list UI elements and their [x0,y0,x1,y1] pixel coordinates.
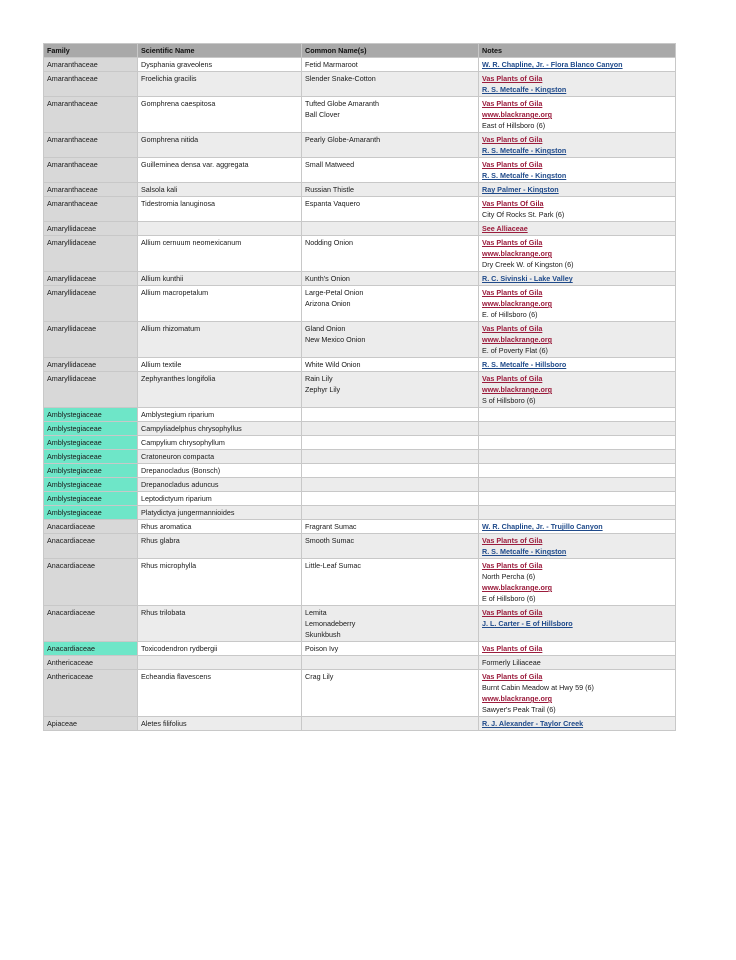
notes-cell [479,222,676,236]
notes-cell [479,133,676,158]
common-name: Skunkbush [305,630,341,639]
common-name-cell [302,58,479,72]
common-name: Little-Leaf Sumac [305,561,361,570]
table-row [44,272,676,286]
scientific-name-cell [138,656,302,670]
notes-cell [479,534,676,559]
notes-cell [479,464,676,478]
scientific-name-cell: Tidestromia lanuginosa [138,197,302,222]
notes-text: Dry Creek W. of Kingston (6) [482,260,574,269]
common-name: Gland Onion [305,324,346,333]
family-cell: Amaranthaceae [44,133,138,158]
common-name-cell [302,656,479,670]
notes-text: Formerly Liliaceae [482,658,541,667]
table-row [44,286,676,322]
notes-cell [479,436,676,450]
notes-cell [479,286,676,322]
family-cell: Amaranthaceae [44,72,138,97]
common-name-cell [302,158,479,183]
notes-cell [479,642,676,656]
notes-cell [479,606,676,642]
family-cell: Amaranthaceae [44,97,138,133]
table-row [44,464,676,478]
common-name-cell [302,506,479,520]
table-row [44,478,676,492]
notes-link[interactable]: Vas Plants of Gila [482,608,543,617]
notes-link[interactable]: www.blackrange.org [482,110,553,119]
table-row [44,236,676,272]
common-name: Crag Lily [305,672,334,681]
common-name-cell [302,222,479,236]
scientific-name-cell: Drepanocladus aduncus [138,478,302,492]
scientific-name-cell: Amblystegium riparium [138,408,302,422]
notes-link[interactable]: R. C. Sivinski - Lake Valley [482,274,573,283]
notes-cell [479,322,676,358]
common-name-cell [302,492,479,506]
notes-link[interactable]: www.blackrange.org [482,299,553,308]
common-name-cell [302,408,479,422]
notes-cell [479,408,676,422]
scientific-name-cell: Allium textile [138,358,302,372]
scientific-name-cell: Guilleminea densa var. aggregata [138,158,302,183]
notes-cell [479,272,676,286]
common-name-cell [302,286,479,322]
notes-cell [479,158,676,183]
common-name-cell [302,133,479,158]
common-name: Fetid Marmaroot [305,60,358,69]
common-name: Tufted Globe Amaranth [305,99,380,108]
notes-cell [479,236,676,272]
common-name-cell [302,422,479,436]
table-row [44,197,676,222]
notes-link[interactable]: www.blackrange.org [482,249,553,258]
table-row [44,222,676,236]
family-cell: Amaryllidaceae [44,322,138,358]
family-cell: Amaryllidaceae [44,236,138,272]
family-cell: Amaryllidaceae [44,372,138,408]
notes-link[interactable]: R. J. Alexander - Taylor Creek [482,719,584,728]
table-row [44,670,676,717]
notes-link[interactable]: www.blackrange.org [482,335,553,344]
notes-link[interactable]: R. S. Metcalfe - Kingston [482,547,567,556]
notes-cell [479,478,676,492]
notes-link[interactable]: Vas Plants of Gila [482,135,543,144]
notes-text: E of Hillsboro (6) [482,594,536,603]
table-row [44,133,676,158]
scientific-name-cell: Zephyranthes longifolia [138,372,302,408]
common-name-cell [302,464,479,478]
common-name-cell [302,559,479,606]
family-cell: Amaryllidaceae [44,222,138,236]
family-cell: Amblystegiaceae [44,464,138,478]
notes-link[interactable]: Vas Plants of Gila [482,160,543,169]
notes-text: E. of Poverty Flat (6) [482,346,548,355]
notes-cell [479,358,676,372]
table-row [44,534,676,559]
common-name: Rain Lily [305,374,333,383]
common-name-cell [302,520,479,534]
notes-link[interactable]: W. R. Chapline, Jr. - Trujillo Canyon [482,522,603,531]
common-name: Russian Thistle [305,185,355,194]
notes-text: City Of Rocks St. Park (6) [482,210,565,219]
common-name-cell [302,197,479,222]
header-common-names: Common Name(s) [302,44,479,58]
common-name: White Wild Onion [305,360,361,369]
common-name: Poison Ivy [305,644,339,653]
table-row [44,717,676,731]
common-name-cell [302,606,479,642]
scientific-name-cell: Rhus microphylla [138,559,302,606]
common-name: Slender Snake-Cotton [305,74,376,83]
family-cell: Amblystegiaceae [44,492,138,506]
notes-link[interactable]: Vas Plants Of Gila [482,199,544,208]
notes-text: North Percha (6) [482,572,536,581]
notes-link[interactable]: Vas Plants of Gila [482,324,543,333]
family-cell: Anthericaceae [44,670,138,717]
scientific-name-cell [138,222,302,236]
table-row [44,450,676,464]
header-notes: Notes [479,44,676,58]
common-name: Espanta Vaquero [305,199,361,208]
family-cell: Amaranthaceae [44,183,138,197]
notes-link[interactable]: Vas Plants of Gila [482,536,543,545]
common-name: New Mexico Onion [305,335,366,344]
notes-cell [479,422,676,436]
table-row [44,656,676,670]
notes-cell [479,656,676,670]
common-name: Lemita [305,608,327,617]
common-name: Ball Clover [305,110,340,119]
family-cell: Anacardiaceae [44,534,138,559]
table-row [44,58,676,72]
table-row [44,72,676,97]
table-row [44,506,676,520]
table-row [44,606,676,642]
common-name-cell [302,236,479,272]
notes-link[interactable]: Vas Plants of Gila [482,672,543,681]
family-cell: Amaryllidaceae [44,286,138,322]
common-name: Pearly Globe-Amaranth [305,135,381,144]
family-cell: Amaranthaceae [44,58,138,72]
scientific-name-cell: Cratoneuron compacta [138,450,302,464]
common-name-cell [302,534,479,559]
common-name: Zephyr Lily [305,385,341,394]
notes-cell [479,97,676,133]
family-cell: Anacardiaceae [44,520,138,534]
scientific-name-cell: Salsola kali [138,183,302,197]
scientific-name-cell: Allium kunthii [138,272,302,286]
scientific-name-cell: Aletes filifolius [138,717,302,731]
scientific-name-cell: Echeandia flavescens [138,670,302,717]
family-cell: Anacardiaceae [44,642,138,656]
common-name: Large-Petal Onion [305,288,364,297]
notes-link[interactable]: Vas Plants of Gila [482,238,543,247]
notes-text: Burnt Cabin Meadow at Hwy 59 (6) [482,683,594,692]
family-cell: Amblystegiaceae [44,422,138,436]
notes-cell [479,183,676,197]
family-cell: Amaryllidaceae [44,358,138,372]
notes-link[interactable]: J. L. Carter - E of Hillsboro [482,619,573,628]
common-name-cell [302,670,479,717]
scientific-name-cell: Dysphania graveolens [138,58,302,72]
scientific-name-cell: Gomphrena nitida [138,133,302,158]
notes-text: S of Hillsboro (6) [482,396,536,405]
family-cell: Amblystegiaceae [44,478,138,492]
family-cell: Amaranthaceae [44,197,138,222]
common-name-cell [302,97,479,133]
header-row [44,44,676,58]
notes-cell [479,492,676,506]
common-name-cell [302,478,479,492]
common-name-cell [302,372,479,408]
notes-cell [479,450,676,464]
scientific-name-cell: Allium rhizomatum [138,322,302,358]
common-name: Arizona Onion [305,299,351,308]
notes-link[interactable]: Vas Plants of Gila [482,374,543,383]
table-row [44,358,676,372]
header-scientific-name: Scientific Name [138,44,302,58]
notes-cell [479,197,676,222]
scientific-name-cell: Toxicodendron rydbergii [138,642,302,656]
family-cell: Amblystegiaceae [44,450,138,464]
scientific-name-cell: Froelichia gracilis [138,72,302,97]
common-name-cell [302,183,479,197]
scientific-name-cell: Allium macropetalum [138,286,302,322]
notes-cell [479,670,676,717]
notes-link[interactable]: W. R. Chapline, Jr. - Flora Blanco Canyon [482,60,623,69]
table-row [44,436,676,450]
common-name: Nodding Onion [305,238,353,247]
notes-link[interactable]: R. S. Metcalfe - Kingston [482,85,567,94]
family-cell: Apiaceae [44,717,138,731]
common-name: Kunth's Onion [305,274,350,283]
notes-cell [479,72,676,97]
notes-text: Sawyer's Peak Trail (6) [482,705,556,714]
notes-link[interactable]: Vas Plants of Gila [482,99,543,108]
notes-link[interactable]: www.blackrange.org [482,583,553,592]
scientific-name-cell: Leptodictyum riparium [138,492,302,506]
family-cell: Amblystegiaceae [44,506,138,520]
notes-cell [479,506,676,520]
scientific-name-cell: Rhus aromatica [138,520,302,534]
notes-text: East of Hillsboro (6) [482,121,546,130]
notes-link[interactable]: Vas Plants of Gila [482,74,543,83]
notes-cell [479,717,676,731]
family-cell: Amblystegiaceae [44,436,138,450]
table-row [44,642,676,656]
table-row [44,158,676,183]
scientific-name-cell: Campyliadelphus chrysophyllus [138,422,302,436]
table-row [44,492,676,506]
common-name-cell [302,717,479,731]
table-row [44,559,676,606]
family-cell: Anthericaceae [44,656,138,670]
scientific-name-cell: Rhus glabra [138,534,302,559]
common-name-cell [302,358,479,372]
family-cell: Amaranthaceae [44,158,138,183]
notes-link[interactable]: See Alliaceae [482,224,528,233]
notes-link[interactable]: Vas Plants of Gila [482,288,543,297]
table-row [44,97,676,133]
common-name-cell [302,322,479,358]
common-name-cell [302,450,479,464]
notes-link[interactable]: Ray Palmer - Kingston [482,185,559,194]
common-name: Lemonadeberry [305,619,356,628]
header-family: Family [44,44,138,58]
table-row [44,372,676,408]
notes-cell [479,520,676,534]
scientific-name-cell: Campylium chrysophyllum [138,436,302,450]
common-name-cell [302,436,479,450]
table-row [44,422,676,436]
common-name-cell [302,72,479,97]
common-name: Small Matweed [305,160,355,169]
common-name: Fragrant Sumac [305,522,357,531]
notes-link[interactable]: Vas Plants of Gila [482,561,543,570]
family-cell: Anacardiaceae [44,559,138,606]
notes-cell [479,559,676,606]
notes-link[interactable]: R. S. Metcalfe - Kingston [482,171,567,180]
family-cell: Amaryllidaceae [44,272,138,286]
scientific-name-cell: Rhus trilobata [138,606,302,642]
common-name-cell [302,642,479,656]
family-cell: Amblystegiaceae [44,408,138,422]
table-row [44,183,676,197]
notes-text: E. of Hillsboro (6) [482,310,538,319]
scientific-name-cell: Gomphrena caespitosa [138,97,302,133]
notes-link[interactable]: R. S. Metcalfe - Kingston [482,146,567,155]
scientific-name-cell: Platydictya jungermannioides [138,506,302,520]
table-row [44,408,676,422]
scientific-name-cell: Allium cernuum neomexicanum [138,236,302,272]
family-cell: Anacardiaceae [44,606,138,642]
notes-link[interactable]: Vas Plants of Gila [482,644,543,653]
common-name-cell [302,272,479,286]
common-name: Smooth Sumac [305,536,355,545]
notes-link[interactable]: www.blackrange.org [482,385,553,394]
table-row [44,520,676,534]
table-row [44,322,676,358]
scientific-name-cell: Drepanocladus (Bonsch) [138,464,302,478]
notes-cell [479,372,676,408]
notes-link[interactable]: R. S. Metcalfe - Hillsboro [482,360,567,369]
plant-list-table [43,43,676,731]
notes-link[interactable]: www.blackrange.org [482,694,553,703]
notes-cell [479,58,676,72]
